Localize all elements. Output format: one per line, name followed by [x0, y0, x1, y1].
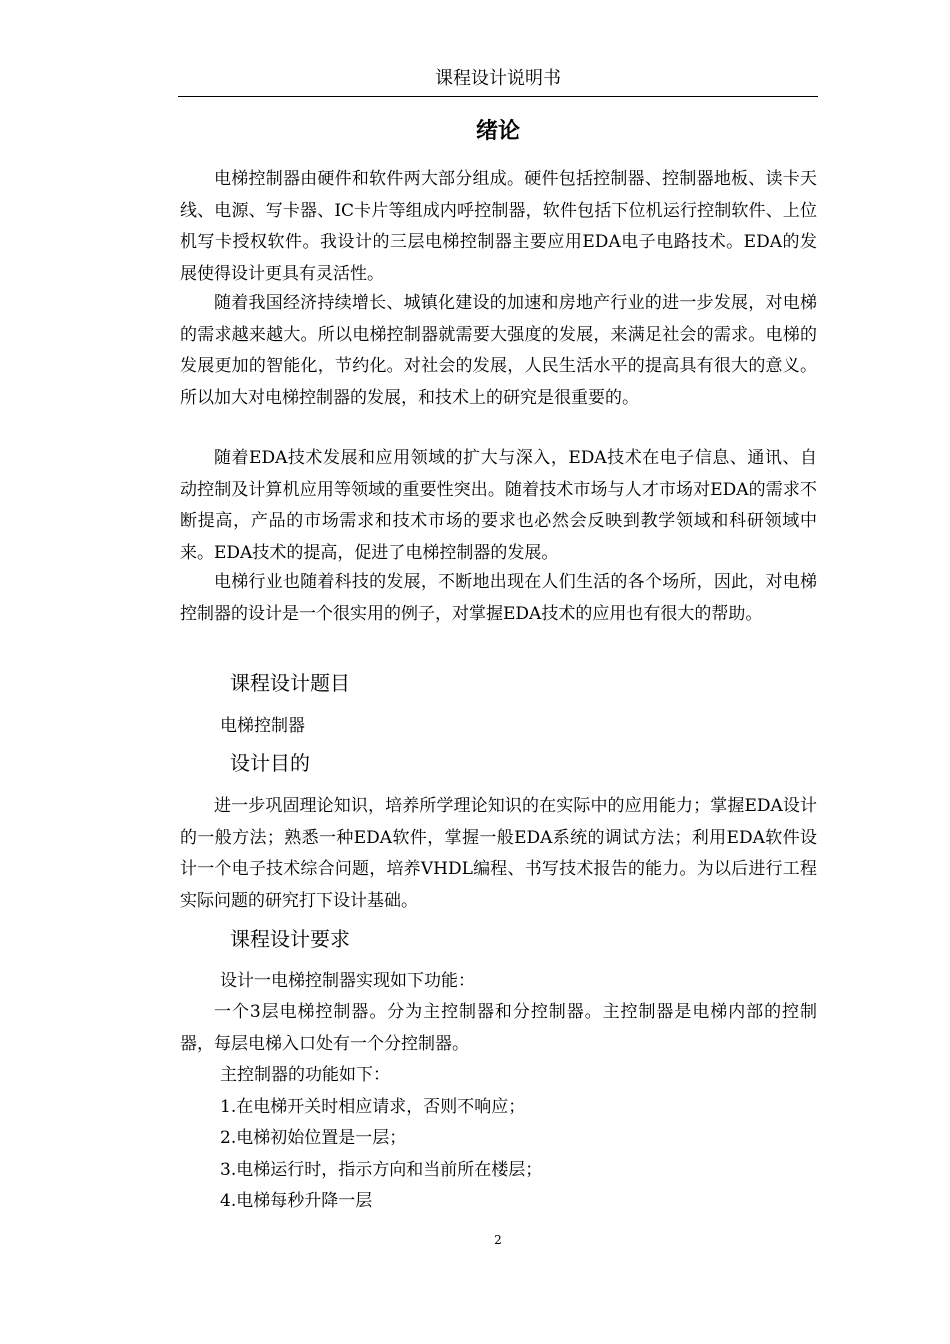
requirements-intro: 设计一电梯控制器实现如下功能： — [220, 971, 475, 991]
main-controller-intro: 主控制器的功能如下： — [220, 1065, 390, 1085]
requirement-item: 1.在电梯开关时相应请求，否则不响应； — [220, 1097, 526, 1117]
header-title: 课程设计说明书 — [435, 68, 561, 89]
intro-paragraph-4: 电梯行业也随着科技的发展，不断地出现在人们生活的各个场所，因此，对电梯控制器的设计是一个很实用的例子，对掌握EDA技术的应用也有很大的帮助。 — [180, 572, 817, 624]
section-title-purpose: 设计目的 — [230, 751, 310, 775]
page-header — [178, 66, 818, 97]
intro-paragraph-2: 随着我国经济持续增长、城镇化建设的加速和房地产行业的进一步发展，对电梯的需求越来越大。所以电梯控制器就需要大强度的发展，来满足社会的需求。电梯的发展更加的智能化，节约化。对社会的发展，人民生活水平的提高具有很大的意义。所以加大对电梯控制器的发展，和技术上的研究是很重要的。 — [180, 293, 817, 408]
requirement-item: 3.电梯运行时，指示方向和当前所在楼层； — [220, 1160, 543, 1180]
section-title-topic: 课程设计题目 — [230, 671, 350, 695]
purpose-paragraph: 进一步巩固理论知识，培养所学理论知识的在实际中的应用能力；掌握EDA设计的一般方法；熟悉一种EDA软件，掌握一般EDA系统的调试方法；利用EDA软件设计一个电子技术综合问题，培养VHDL编程、书写技术报告的能力。为以后进行工程实际问题的研究打下设计基础。 — [180, 796, 817, 911]
page-number: 2 — [494, 1233, 502, 1247]
requirements-overview: 一个3层电梯控制器。分为主控制器和分控制器。主控制器是电梯内部的控制器，每层电梯入口处有一个分控制器。 — [180, 1002, 817, 1054]
requirement-item: 2.电梯初始位置是一层； — [220, 1128, 407, 1148]
chapter-title: 绪论 — [475, 119, 520, 144]
intro-paragraph-3: 随着EDA技术发展和应用领域的扩大与深入，EDA技术在电子信息、通讯、自动控制及计算机应用等领域的重要性突出。随着技术市场与人才市场对EDA的需求不断提高，产品的市场需求和技术市场的要求也必然会反映到教学领域和科研领域中来。EDA技术的提高，促进了电梯控制器的发展。 — [180, 448, 817, 563]
topic-body: 电梯控制器 — [220, 716, 305, 736]
requirement-item: 4.电梯每秒升降一层 — [220, 1191, 373, 1211]
section-title-requirements: 课程设计要求 — [230, 927, 350, 951]
intro-paragraph-1: 电梯控制器由硬件和软件两大部分组成。硬件包括控制器、控制器地板、读卡天线、电源、写卡器、IC卡片等组成内呼控制器，软件包括下位机运行控制软件、上位机写卡授权软件。我设计的三层电梯控制器主要应用EDA电子电路技术。EDA的发展使得设计更具有灵活性。 — [180, 169, 817, 284]
